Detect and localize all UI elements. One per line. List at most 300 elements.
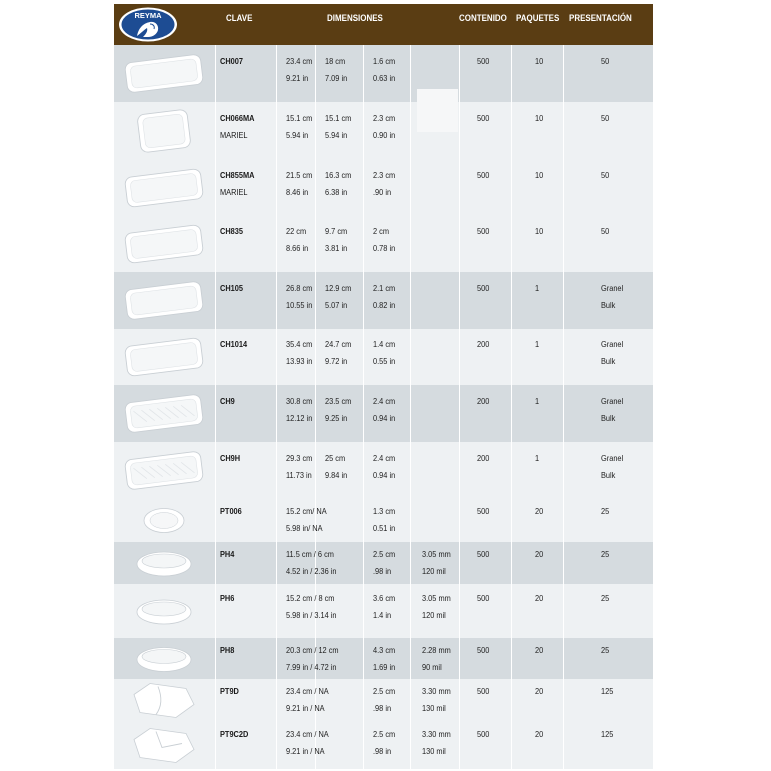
column-divider: [459, 385, 460, 442]
table-row: [114, 542, 653, 584]
cell-d2: [325, 167, 351, 201]
header-clave: CLAVE: [226, 13, 253, 24]
cell-text: 35.4 cm: [286, 339, 313, 349]
column-divider: [563, 45, 564, 102]
cell-text: 500: [477, 645, 490, 655]
column-divider: [511, 584, 512, 638]
cell-contenido: [477, 53, 489, 70]
column-divider: [315, 385, 316, 442]
column-divider: [215, 679, 216, 722]
column-divider: [363, 160, 364, 216]
column-divider: [410, 272, 411, 329]
cell-text: 8.46 in: [286, 187, 309, 197]
cell-text: Granel: [601, 339, 624, 349]
column-divider: [215, 385, 216, 442]
cell-clave: [220, 393, 235, 410]
cell-text: 130 mil: [422, 746, 446, 756]
cell-d3: [373, 110, 395, 144]
column-divider: [215, 442, 216, 499]
cell-d2: [325, 53, 347, 87]
header-dimensiones: DIMENSIONES: [327, 13, 383, 24]
table-row: [114, 45, 653, 102]
cell-text: 1.4 cm: [373, 339, 396, 349]
column-divider: [276, 272, 277, 329]
cell-text: 25: [601, 506, 610, 516]
column-divider: [511, 102, 512, 160]
cell-text: CH835: [220, 226, 244, 236]
cell-contenido: [477, 726, 489, 743]
column-divider: [363, 385, 364, 442]
column-divider: [511, 216, 512, 272]
cell-text: 2.5 cm: [373, 729, 396, 739]
table-header: [114, 4, 653, 45]
product-image: [114, 679, 214, 722]
cell-d1: [286, 223, 308, 257]
cell-text: CH1014: [220, 339, 248, 349]
cell-paquetes: [535, 546, 543, 563]
cell-d1: [286, 110, 312, 144]
cell-text: 30.8 cm: [286, 396, 313, 406]
cell-text: 90 mil: [422, 662, 442, 672]
product-image: [114, 216, 214, 272]
cell-d2: [325, 336, 351, 370]
cell-contenido: [477, 642, 489, 659]
cell-presentacion: [601, 336, 623, 370]
product-image: [114, 102, 214, 160]
cell-text: 2.3 cm: [373, 113, 396, 123]
column-divider: [276, 385, 277, 442]
cell-d2: [325, 280, 351, 314]
cell-presentacion: [601, 726, 613, 743]
column-divider: [363, 499, 364, 542]
cell-text: 22 cm: [286, 226, 307, 236]
cell-contenido: [477, 223, 489, 240]
column-divider: [459, 45, 460, 102]
cell-d1: [286, 53, 312, 87]
table-row: [114, 499, 653, 542]
column-divider: [459, 638, 460, 679]
cell-d3: [373, 726, 395, 760]
table-row: [114, 385, 653, 442]
column-divider: [511, 272, 512, 329]
cell-text: 0.51 in: [373, 523, 396, 533]
cell-presentacion: [601, 450, 623, 484]
product-image: [114, 442, 214, 499]
column-divider: [276, 160, 277, 216]
cell-text: 0.90 in: [373, 130, 396, 140]
column-divider: [410, 499, 411, 542]
product-image: [114, 272, 214, 329]
cell-clave: [220, 503, 242, 520]
cell-text: 15.2 cm / 8 cm: [286, 593, 335, 603]
cell-text: 5.94 in: [325, 130, 348, 140]
cell-contenido: [477, 503, 489, 520]
cell-text: 9.21 in / NA: [286, 703, 325, 713]
cell-text: 0.94 in: [373, 413, 396, 423]
cell-d1: [286, 393, 312, 427]
column-divider: [563, 679, 564, 722]
product-image: [114, 584, 214, 638]
cell-text: Granel: [601, 396, 624, 406]
cell-text: 2.5 cm: [373, 549, 396, 559]
cell-contenido: [477, 280, 489, 297]
cell-paquetes: [535, 642, 543, 659]
cell-text: 0.55 in: [373, 356, 396, 366]
header-paquetes: PAQUETES: [516, 13, 560, 24]
cell-text: 50: [601, 56, 610, 66]
column-divider: [563, 584, 564, 638]
cell-text: 3.30 mm: [422, 729, 451, 739]
cell-d3: [373, 336, 395, 370]
cell-d1: [286, 280, 312, 314]
cell-text: 23.4 cm: [286, 56, 313, 66]
column-divider: [459, 722, 460, 769]
product-image: [114, 499, 214, 542]
column-divider: [363, 722, 364, 769]
cell-paquetes: [535, 683, 543, 700]
cell-text: PT006: [220, 506, 242, 516]
column-divider: [410, 329, 411, 385]
cell-text: 7.09 in: [325, 73, 348, 83]
cell-text: 20: [535, 729, 544, 739]
cell-text: 50: [601, 170, 610, 180]
column-divider: [511, 385, 512, 442]
column-divider: [276, 638, 277, 679]
cell-text: 25 cm: [325, 453, 346, 463]
cell-d4: [422, 642, 451, 676]
cell-text: 20: [535, 686, 544, 696]
column-divider: [410, 638, 411, 679]
column-divider: [410, 216, 411, 272]
cell-paquetes: [535, 336, 539, 353]
column-divider: [276, 542, 277, 584]
column-divider: [276, 45, 277, 102]
cell-paquetes: [535, 110, 543, 127]
column-divider: [410, 679, 411, 722]
cell-text: 11.73 in: [286, 470, 312, 480]
cell-text: 3.6 cm: [373, 593, 396, 603]
cell-text: 8.66 in: [286, 243, 309, 253]
column-divider: [363, 102, 364, 160]
cell-text: PT9C2D: [220, 729, 249, 739]
cell-text: 11.5 cm / 6 cm: [286, 549, 334, 559]
column-divider: [563, 499, 564, 542]
cell-text: 500: [477, 113, 490, 123]
cell-contenido: [477, 546, 489, 563]
cell-presentacion: [601, 280, 623, 314]
cell-text: 200: [477, 396, 490, 406]
cell-presentacion: [601, 167, 609, 184]
cell-d3: [373, 53, 395, 87]
cell-text: 500: [477, 56, 490, 66]
header-contenido: CONTENIDO: [459, 13, 507, 24]
cell-contenido: [477, 683, 489, 700]
cell-contenido: [477, 450, 489, 467]
cell-text: 29.3 cm: [286, 453, 313, 463]
column-divider: [363, 679, 364, 722]
cell-d4: [422, 546, 451, 580]
cell-contenido: [477, 110, 489, 127]
cell-d3: [373, 280, 395, 314]
table-row: [114, 272, 653, 329]
cell-text: PT9D: [220, 686, 239, 696]
cell-clave: [220, 53, 243, 70]
table-row: [114, 722, 653, 769]
column-divider: [563, 638, 564, 679]
cell-d3: [373, 642, 395, 676]
column-divider: [215, 102, 216, 160]
cell-paquetes: [535, 167, 543, 184]
cell-text: 200: [477, 453, 490, 463]
column-divider: [410, 385, 411, 442]
cell-text: 12.9 cm: [325, 283, 352, 293]
column-divider: [276, 329, 277, 385]
cell-text: 130 mil: [422, 703, 446, 713]
cell-contenido: [477, 167, 489, 184]
column-divider: [511, 329, 512, 385]
column-divider: [459, 216, 460, 272]
table-row: [114, 102, 653, 160]
cell-text: 10: [535, 226, 544, 236]
column-divider: [459, 442, 460, 499]
column-divider: [511, 722, 512, 769]
column-divider: [215, 45, 216, 102]
column-divider: [315, 45, 316, 102]
cell-d4: [422, 590, 451, 624]
cell-d4: [422, 683, 451, 717]
cell-text: 25: [601, 593, 610, 603]
column-divider: [276, 442, 277, 499]
cell-text: 125: [601, 686, 614, 696]
product-spec-sheet: [114, 4, 653, 767]
cell-text: 4.3 cm: [373, 645, 396, 655]
cell-clave: [220, 683, 239, 700]
cell-text: 0.78 in: [373, 243, 396, 253]
cell-text: 125: [601, 729, 614, 739]
cell-paquetes: [535, 280, 539, 297]
column-divider: [511, 638, 512, 679]
cell-clave: [220, 450, 240, 467]
column-divider: [215, 584, 216, 638]
cell-d1: [286, 590, 337, 624]
cell-d2: [325, 110, 351, 144]
column-divider: [276, 216, 277, 272]
cell-paquetes: [535, 53, 543, 70]
cell-text: PH8: [220, 645, 235, 655]
cell-text: 2.28 mm: [422, 645, 451, 655]
cell-text: 25: [601, 549, 610, 559]
cell-text: 500: [477, 170, 490, 180]
cell-d1: [286, 726, 329, 760]
cell-text: 20: [535, 506, 544, 516]
cell-text: 200: [477, 339, 490, 349]
cell-paquetes: [535, 393, 539, 410]
cell-d2: [325, 223, 347, 257]
cell-text: PH4: [220, 549, 235, 559]
column-divider: [315, 329, 316, 385]
cell-text: CH9: [220, 396, 235, 406]
cell-text: MARIEL: [220, 187, 248, 197]
cell-d1: [286, 642, 339, 676]
cell-text: 23.4 cm / NA: [286, 729, 329, 739]
table-row: [114, 160, 653, 216]
column-divider: [276, 499, 277, 542]
cell-text: 9.7 cm: [325, 226, 348, 236]
column-divider: [276, 679, 277, 722]
cell-text: .98 in: [373, 746, 392, 756]
column-divider: [215, 272, 216, 329]
cell-text: 24.7 cm: [325, 339, 352, 349]
column-divider: [363, 329, 364, 385]
column-divider: [363, 45, 364, 102]
cell-d1: [286, 503, 327, 537]
cell-text: 1: [535, 453, 540, 463]
table-row: [114, 584, 653, 638]
cell-text: Bulk: [601, 300, 616, 310]
cell-text: 3.81 in: [325, 243, 348, 253]
column-divider: [459, 102, 460, 160]
cell-text: 2.4 cm: [373, 396, 396, 406]
cell-text: Bulk: [601, 470, 616, 480]
cell-text: 0.82 in: [373, 300, 396, 310]
cell-d3: [373, 167, 395, 201]
cell-text: CH066MA: [220, 113, 255, 123]
cell-text: CH855MA: [220, 170, 255, 180]
cell-text: 2.5 cm: [373, 686, 396, 696]
cell-d1: [286, 450, 312, 484]
cell-text: 1: [535, 396, 540, 406]
cell-text: 50: [601, 226, 610, 236]
column-divider: [215, 722, 216, 769]
cell-paquetes: [535, 590, 543, 607]
cell-text: 9.84 in: [325, 470, 348, 480]
column-divider: [410, 45, 411, 102]
cell-text: 10.55 in: [286, 300, 313, 310]
cell-text: .98 in: [373, 703, 392, 713]
column-divider: [511, 499, 512, 542]
cell-text: MARIEL: [220, 130, 248, 140]
cell-text: 500: [477, 226, 490, 236]
cell-d2: [325, 393, 351, 427]
cell-text: 1: [535, 339, 540, 349]
cell-clave: [220, 223, 243, 240]
cell-presentacion: [601, 683, 613, 700]
cell-presentacion: [601, 110, 609, 127]
cell-text: 15.1 cm: [286, 113, 313, 123]
cell-text: 9.72 in: [325, 356, 348, 366]
column-divider: [511, 442, 512, 499]
cell-clave: [220, 642, 234, 659]
reyma-logo: [117, 6, 179, 43]
column-divider: [276, 102, 277, 160]
cell-d1: [286, 683, 329, 717]
column-divider: [215, 542, 216, 584]
cell-text: 23.5 cm: [325, 396, 352, 406]
cell-presentacion: [601, 223, 609, 240]
cell-text: CH007: [220, 56, 244, 66]
column-divider: [410, 722, 411, 769]
cell-text: 2.4 cm: [373, 453, 396, 463]
header-presentacion: PRESENTACIÓN: [569, 13, 632, 24]
column-divider: [363, 272, 364, 329]
cell-clave: [220, 336, 247, 353]
column-divider: [363, 638, 364, 679]
cell-text: 20.3 cm / 12 cm: [286, 645, 339, 655]
cell-text: 120 mil: [422, 610, 446, 620]
cell-text: 7.99 in / 4.72 in: [286, 662, 337, 672]
cell-text: 23.4 cm / NA: [286, 686, 329, 696]
cell-text: 500: [477, 283, 490, 293]
cell-text: CH105: [220, 283, 244, 293]
cell-d2: [325, 450, 347, 484]
product-image: [114, 722, 214, 769]
cell-text: 10: [535, 170, 544, 180]
column-divider: [363, 216, 364, 272]
cell-text: 120 mil: [422, 566, 446, 576]
cell-paquetes: [535, 223, 543, 240]
cell-text: 10: [535, 113, 544, 123]
column-divider: [276, 584, 277, 638]
column-divider: [459, 499, 460, 542]
cell-text: 500: [477, 729, 490, 739]
cell-text: .98 in: [373, 566, 392, 576]
column-divider: [563, 542, 564, 584]
column-divider: [215, 499, 216, 542]
cell-presentacion: [601, 642, 609, 659]
column-divider: [511, 45, 512, 102]
column-divider: [315, 160, 316, 216]
cell-presentacion: [601, 590, 609, 607]
column-divider: [410, 542, 411, 584]
svg-text:REYMA: REYMA: [134, 11, 162, 20]
cell-paquetes: [535, 450, 539, 467]
cell-d1: [286, 546, 337, 580]
cell-d4: [422, 726, 451, 760]
cell-presentacion: [601, 393, 623, 427]
cell-text: 13.93 in: [286, 356, 313, 366]
column-divider: [315, 102, 316, 160]
table-row: [114, 638, 653, 679]
cell-d3: [373, 223, 395, 257]
column-divider: [563, 442, 564, 499]
cell-presentacion: [601, 546, 609, 563]
cell-text: Granel: [601, 283, 624, 293]
column-divider: [215, 216, 216, 272]
cell-text: 9.21 in / NA: [286, 746, 325, 756]
column-divider: [410, 102, 411, 160]
cell-text: 4.52 in / 2.36 in: [286, 566, 337, 576]
cell-text: 9.25 in: [325, 413, 348, 423]
cell-presentacion: [601, 53, 609, 70]
cell-text: 1: [535, 283, 540, 293]
column-divider: [363, 584, 364, 638]
cell-text: 2.1 cm: [373, 283, 396, 293]
cell-text: 16.3 cm: [325, 170, 352, 180]
table-row: [114, 679, 653, 722]
cell-d1: [286, 167, 312, 201]
cell-contenido: [477, 590, 489, 607]
cell-presentacion: [601, 503, 609, 520]
cell-text: 20: [535, 593, 544, 603]
column-divider: [410, 160, 411, 216]
column-divider: [563, 216, 564, 272]
cell-text: Bulk: [601, 413, 616, 423]
table-row: [114, 329, 653, 385]
cell-d3: [373, 546, 395, 580]
product-image: [114, 160, 214, 216]
column-divider: [459, 272, 460, 329]
cell-text: 12.12 in: [286, 413, 313, 423]
